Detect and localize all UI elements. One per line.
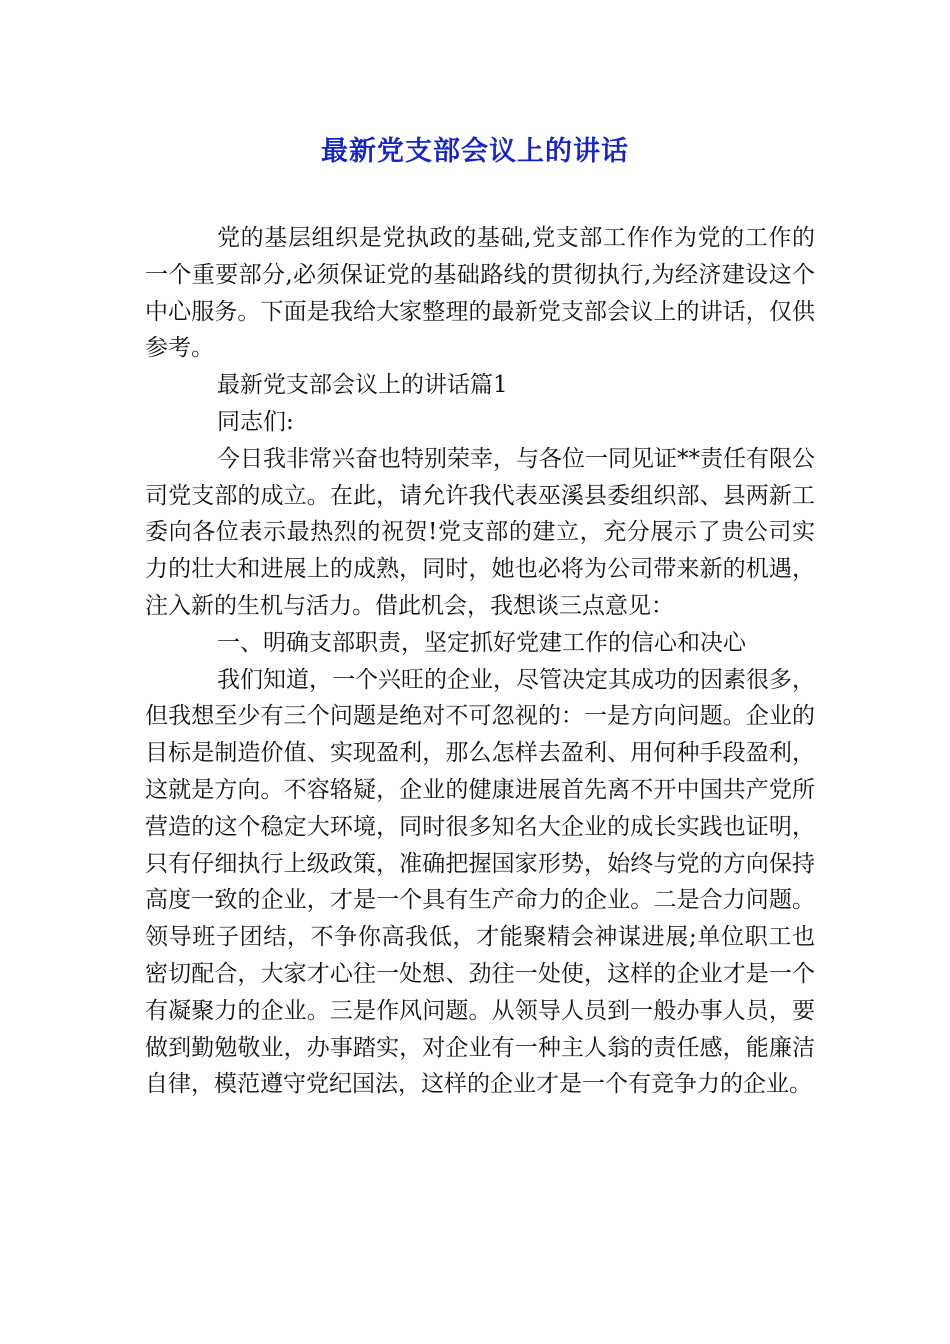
document-title: 最新党支部会议上的讲话: [321, 136, 629, 167]
point-heading: 一、明确支部职责，坚定抓好党建工作的信心和决心: [217, 629, 746, 656]
document-body: [145, 220, 815, 1103]
salutation: 同志们:: [217, 408, 294, 435]
body-paragraph: 我们知道，一个兴旺的企业，尽管决定其成功的因素很多，但我想至少有三个问题是绝对不可忽视的：一是方向问题。企业的目标是制造价值、实现盈利，那么怎样去盈利、用何种手段盈利，这就是方向。不容辂疑，企业的健康进展首先离不开中国共产党所营造的这个稳定大环境，同时很多知名大企业的成长实践也证明，只有仔细执行上级政策，准确把握国家形势，始终与党的方向保持高度一致的企业，才是一个具有生产命力的企业。二是合力问题。领导班子团结，不争你高我低，才能聚精会神谋进展;单位职工也密切配合，大家才心往一处想、劲往一处使，这样的企业才是一个有凝聚力的企业。三是作风问题。从领导人员到一般办事人员，要做到勤勉敬业，办事踏实，对企业有一种主人翁的责任感，能廉洁自律，模范遵守党纪国法，这样的企业才是一个有竞争力的企业。: [145, 666, 815, 1098]
body-paragraph: 今日我非常兴奋也特别荣幸，与各位一同见证**责任有限公司党支部的成立。在此，请允许我代表巫溪县委组织部、县两新工委向各位表示最热烈的祝贺!党支部的建立，充分展示了贵公司实力的壮大和进展上的成熟，同时，她也必将为公司带来新的机遇，注入新的生机与活力。借此机会，我想谈三点意见：: [145, 445, 815, 619]
intro-paragraph: 党的基层组织是党执政的基础,党支部工作作为党的工作的一个重要部分,必须保证党的基础路线的贯彻执行,为经济建设这个中心服务。下面是我给大家整理的最新党支部会议上的讲话，仅供参考。: [145, 225, 815, 362]
section-heading: 最新党支部会议上的讲话篇1: [217, 372, 508, 399]
